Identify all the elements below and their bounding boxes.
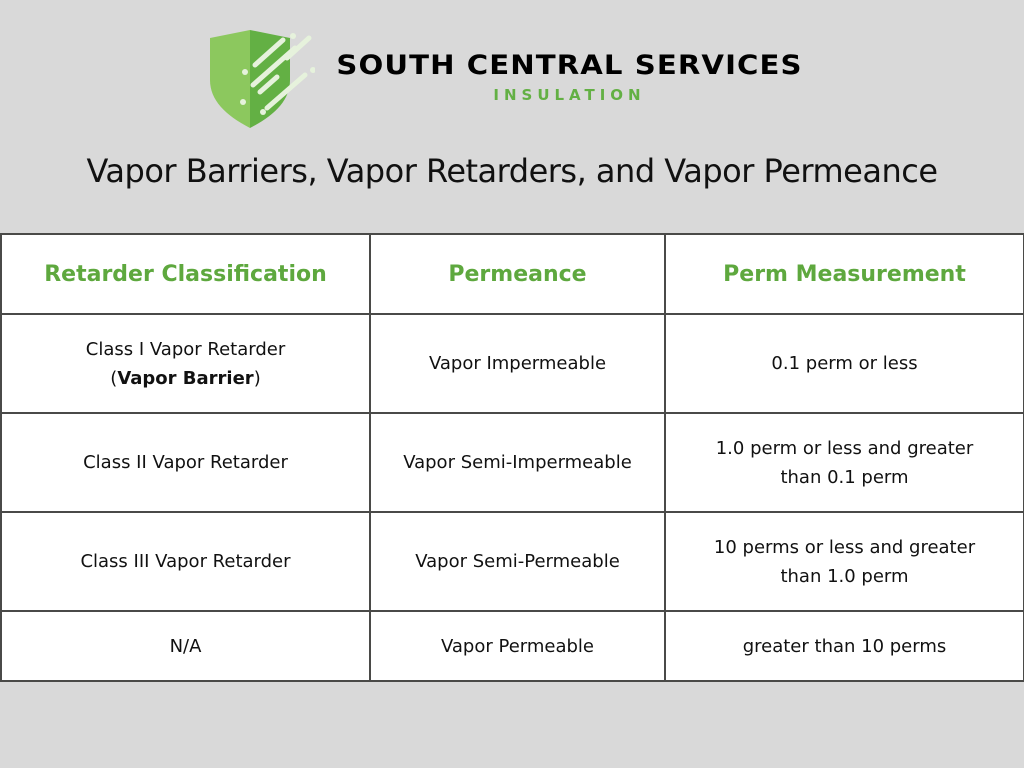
page-title: Vapor Barriers, Vapor Retarders, and Vapor Permeance	[86, 152, 938, 190]
table-row	[1, 512, 1024, 611]
brand-block	[322, 50, 817, 104]
measurement-cell: greater than 10 perms	[665, 611, 1024, 681]
vapor-barrier-note: Vapor Barrier	[117, 367, 254, 389]
measurement-cell: 0.1 perm or less	[665, 314, 1024, 413]
column-header: Permeance	[370, 234, 665, 314]
measurement-cell: 1.0 perm or less and greater than 0.1 perm	[665, 413, 1024, 512]
permeance-cell: Vapor Permeable	[370, 611, 665, 681]
table-row	[1, 611, 1024, 681]
column-header: Perm Measurement	[665, 234, 1024, 314]
table-row	[1, 413, 1024, 512]
measurement-cell: 10 perms or less and greater than 1.0 perm	[665, 512, 1024, 611]
table-row	[1, 314, 1024, 413]
permeance-cell: Vapor Semi-Permeable	[370, 512, 665, 611]
classification-cell: Class I Vapor Retarder (Vapor Barrier)	[1, 314, 370, 413]
vapor-retarder-table	[0, 233, 1024, 682]
permeance-cell: Vapor Impermeable	[370, 314, 665, 413]
shield-logo-icon	[205, 30, 315, 130]
table-header-row	[1, 234, 1024, 314]
classification-cell: N/A	[1, 611, 370, 681]
permeance-cell: Vapor Semi-Impermeable	[370, 413, 665, 512]
brand-name: SOUTH CENTRAL SERVICES	[336, 50, 803, 81]
brand-subtitle: INSULATION	[493, 86, 646, 104]
column-header: Retarder Classification	[1, 234, 370, 314]
classification-cell: Class II Vapor Retarder	[1, 413, 370, 512]
classification-cell: Class III Vapor Retarder	[1, 512, 370, 611]
